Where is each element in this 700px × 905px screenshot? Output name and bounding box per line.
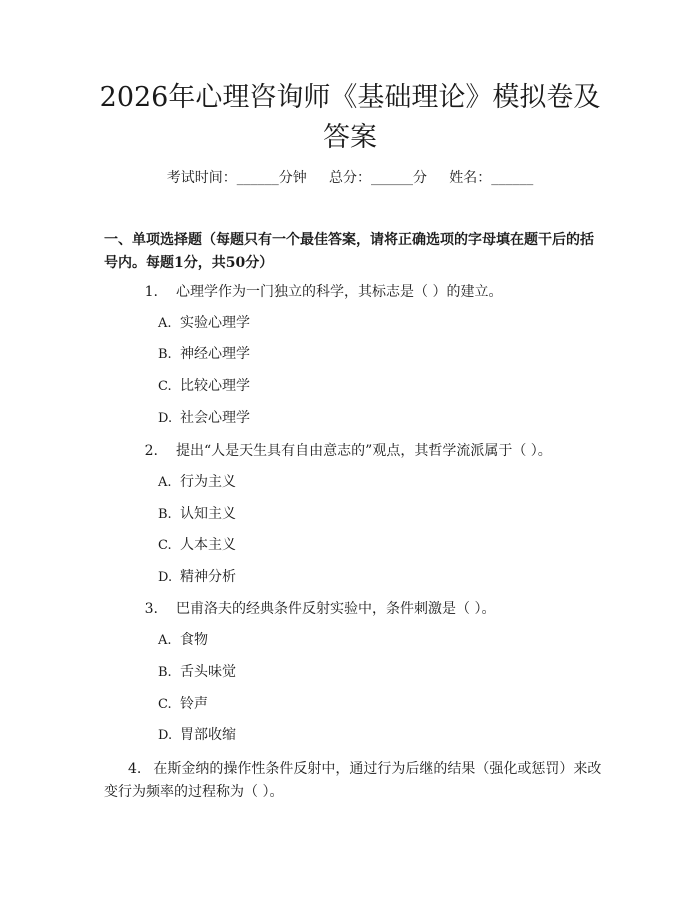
page-title: 2026年心理咨询师《基础理论》模拟卷及答案 [99,82,601,153]
section-heading: 一、单项选择题（每题只有一个最佳答案，请将正确选项的字母填在题干后的括号内。每题1分，共50分） [104,232,594,271]
question-text: 提出“人是天生具有自由意志的”观点，其哲学流派属于（ ）。 [176,443,552,459]
option-text: 比较心理学 [180,378,250,394]
option-text: 神经心理学 [180,346,250,362]
option-3d [158,725,236,746]
option-text: 精神分析 [180,569,236,585]
option-text: 认知主义 [180,506,236,522]
exam-info-line: 考试时间：______分钟 总分：______分 姓名：______ [166,170,534,186]
option-2d [158,567,236,588]
question-number: 2. [144,443,158,459]
option-text: 胃部收缩 [180,727,236,743]
option-letter: B. [158,665,172,680]
option-3c [158,694,208,715]
option-1b [158,344,250,365]
option-letter: C. [158,697,172,712]
question-text: 巴甫洛夫的经典条件反射实验中，条件刺激是（ ）。 [176,601,496,617]
option-3a [158,630,208,651]
question-text: 心理学作为一门独立的科学，其标志是（ ）的建立。 [176,284,503,300]
option-2b [158,504,236,525]
option-1d [158,408,250,429]
option-text: 食物 [180,632,208,648]
question-number: 1. [144,284,158,300]
question-1 [104,281,604,304]
option-text: 行为主义 [180,474,236,490]
option-text: 舌头味觉 [180,664,236,680]
option-letter: D. [158,411,173,426]
option-letter: A. [158,475,172,490]
option-2a [158,472,236,493]
option-letter: B. [158,347,172,362]
question-number: 3. [144,601,158,617]
option-1c [158,376,250,397]
option-text: 铃声 [180,696,208,712]
option-letter: B. [158,507,172,522]
option-3b [158,662,236,683]
option-text: 社会心理学 [180,410,250,426]
option-letter: A. [158,316,172,331]
option-2c [158,535,236,556]
option-letter: D. [158,570,173,585]
question-2 [104,440,604,463]
option-letter: A. [158,633,172,648]
option-text: 人本主义 [180,537,236,553]
question-text: 在斯金纳的操作性条件反射中，通过行为后继的结果（强化或惩罚）来改变行为频率的过程称为（ ）。 [104,761,602,800]
question-3 [104,598,604,621]
option-1a [158,313,250,334]
option-text: 实验心理学 [180,315,250,331]
question-4 [104,758,604,804]
option-letter: C. [158,379,172,394]
option-letter: C. [158,538,172,553]
question-number: 4. [128,761,142,777]
option-letter: D. [158,728,173,743]
